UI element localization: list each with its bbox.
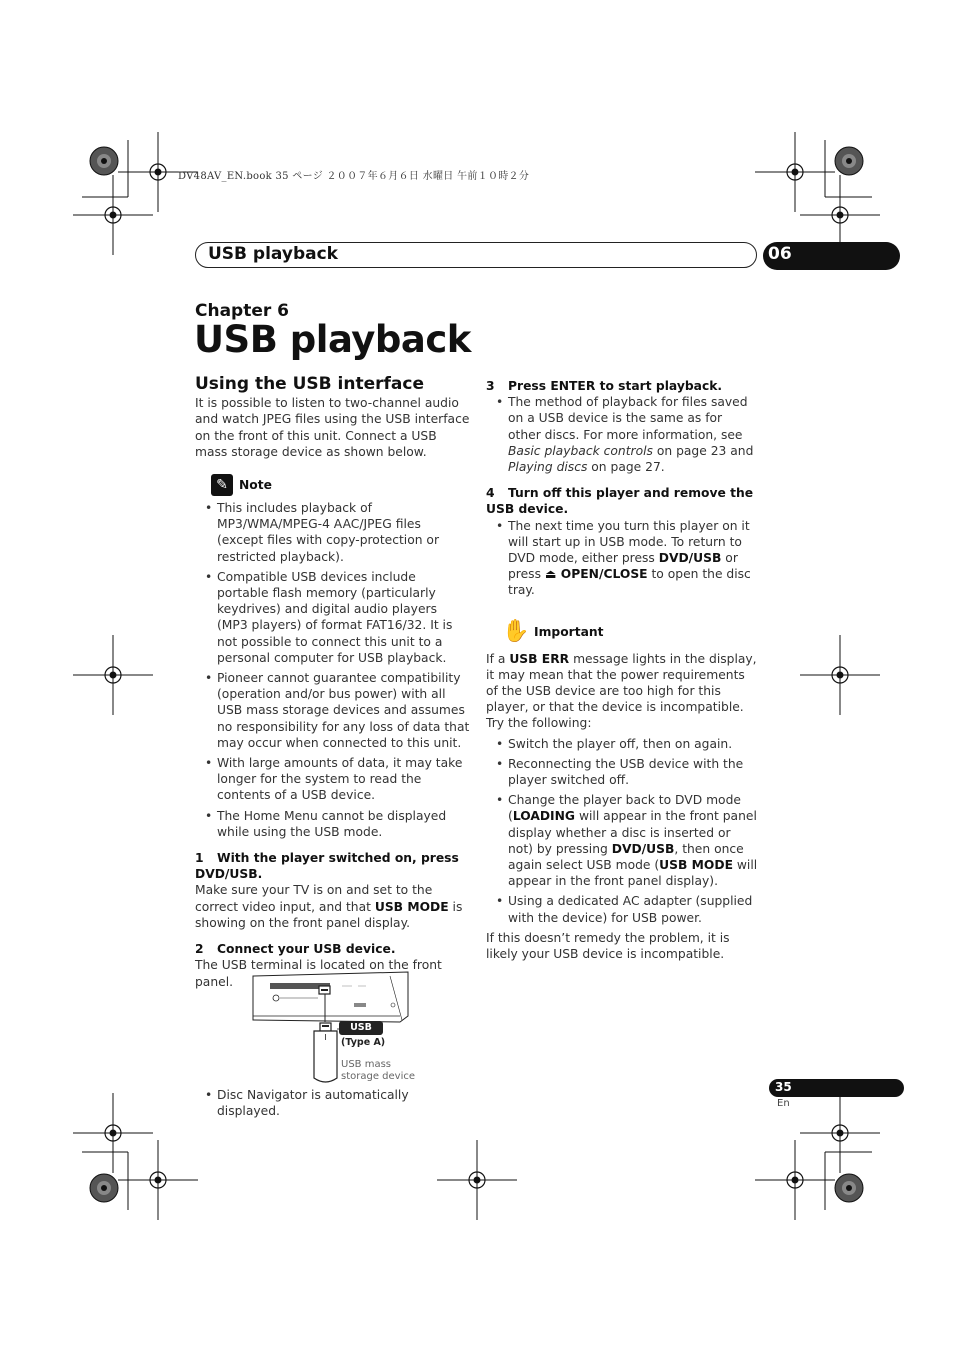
crosshair-icon — [118, 1140, 198, 1220]
step-title: Connect your USB device. — [217, 942, 396, 957]
step-title: Press ENTER to start playback. — [508, 379, 723, 393]
step-3-heading — [486, 378, 758, 394]
intro-paragraph: It is possible to listen to two-channel audio and watch JPEG files using the USB interface on the front of this unit. Connect a USB mass storage device as shown below. — [195, 396, 470, 459]
list-item: • This includes playback of MP3/WMA/MPEG-4 AAC/JPEG files (except files with copy-protection or restricted playback). — [195, 500, 470, 565]
chapter-label: Chapter 6 — [195, 301, 290, 321]
important-header — [502, 619, 758, 645]
list-item: • Reconnecting the USB device with the player switched off. — [486, 756, 758, 788]
after-diagram-list — [195, 1087, 475, 1123]
list-item: • With large amounts of data, it may take longer for the system to read the contents of a USB device. — [195, 755, 470, 804]
list-item: • Disc Navigator is automatically displayed. — [195, 1087, 475, 1119]
warning-hand-icon: ✋ — [502, 618, 530, 644]
registration-mark-icon — [90, 147, 118, 175]
list-item: • Switch the player off, then on again. — [486, 736, 758, 752]
closing-paragraph: If this doesn’t remedy the problem, it is likely your USB device is incompatible. — [486, 930, 730, 962]
list-item: • Compatible USB devices include portable flash memory (particularly keydrives) and digital audio players (MP3 players) of format FAT16/32. It is not possible to connect this unit to a personal computer for USB playback. — [195, 569, 470, 666]
crosshair-icon — [73, 175, 153, 255]
step-number: 3 — [486, 379, 495, 393]
language-code: En — [777, 1098, 790, 1109]
section-heading: Using the USB interface — [195, 374, 424, 394]
step-4-heading — [486, 485, 758, 517]
device-label: USB mass storage device — [341, 1059, 416, 1082]
registration-mark-icon — [835, 147, 863, 175]
step-number: 4 — [486, 486, 495, 501]
list-item: • Using a dedicated AC adapter (supplied with the device) for USB power. — [486, 893, 758, 925]
step-1-heading — [195, 850, 470, 882]
page-number: 35 — [775, 1080, 792, 1094]
step-2-body: The USB terminal is located on the front panel. — [195, 958, 442, 989]
running-header-title: USB playback — [208, 244, 338, 264]
step-number: 1 — [195, 851, 204, 866]
important-label: Important — [534, 624, 604, 639]
print-bookline: DV48AV_EN.book 35 ページ ２００７年６月６日 水曜日 午前１０時２分 — [178, 171, 530, 182]
usb-type-label: (Type A) — [341, 1037, 386, 1048]
usb-tag: USB — [339, 1021, 383, 1035]
list-item: • Pioneer cannot guarantee compatibility (operation and/or bus power) with all USB mass storage devices and assumes no responsibility for any loss of data that may occur when connected to this unit. — [195, 670, 470, 751]
crosshair-icon — [437, 1140, 517, 1220]
note-list — [195, 500, 470, 840]
registration-mark-icon — [835, 1174, 863, 1202]
registration-mark-icon — [90, 1174, 118, 1202]
crosshair-icon — [755, 1140, 835, 1220]
important-intro: If a USB ERR message lights in the display, it may mean that the power requirements of the USB device are too high for this player, or that the device is incompatible. Try the following: — [486, 651, 757, 731]
step-1-body: Make sure your TV is on and set to the correct video input, and that USB MODE is showing on the front panel display. — [195, 883, 463, 930]
crosshair-icon — [755, 132, 835, 212]
step-title: Turn off this player and remove the USB device. — [486, 486, 754, 517]
chapter-tab-number: 06 — [768, 244, 792, 264]
note-header — [211, 474, 470, 496]
list-item: • Change the player back to DVD mode (LOADING will appear in the front panel display whether a disc is inserted or not) by pressing DVD/USB, then once again select USB mode (USB MODE will appear in the front panel display). — [486, 792, 758, 889]
step-number: 2 — [195, 942, 204, 957]
list-item: • The method of playback for files saved on a USB device is the same as for other discs. For more information, see Basic playback controls on page 23 and Playing discs on page 27. — [486, 394, 758, 475]
step-2-heading — [195, 941, 470, 957]
note-label: Note — [239, 477, 272, 492]
crosshair-icon — [800, 1093, 880, 1173]
crosshair-icon — [73, 1093, 153, 1173]
pencil-note-icon: ✎ — [211, 474, 233, 496]
page-title: USB playback — [194, 318, 471, 361]
crosshair-icon — [73, 635, 153, 715]
crosshair-icon — [800, 635, 880, 715]
list-item: • The next time you turn this player on it will start up in USB mode. To return to DVD mode, either press DVD/USB or press ⏏ OPEN/CLOSE to open the disc tray. — [486, 518, 758, 599]
right-column — [486, 378, 758, 962]
step-title: With the player switched on, press DVD/USB. — [195, 851, 459, 882]
left-column — [195, 376, 470, 990]
list-item: • The Home Menu cannot be displayed while using the USB mode. — [195, 808, 470, 840]
